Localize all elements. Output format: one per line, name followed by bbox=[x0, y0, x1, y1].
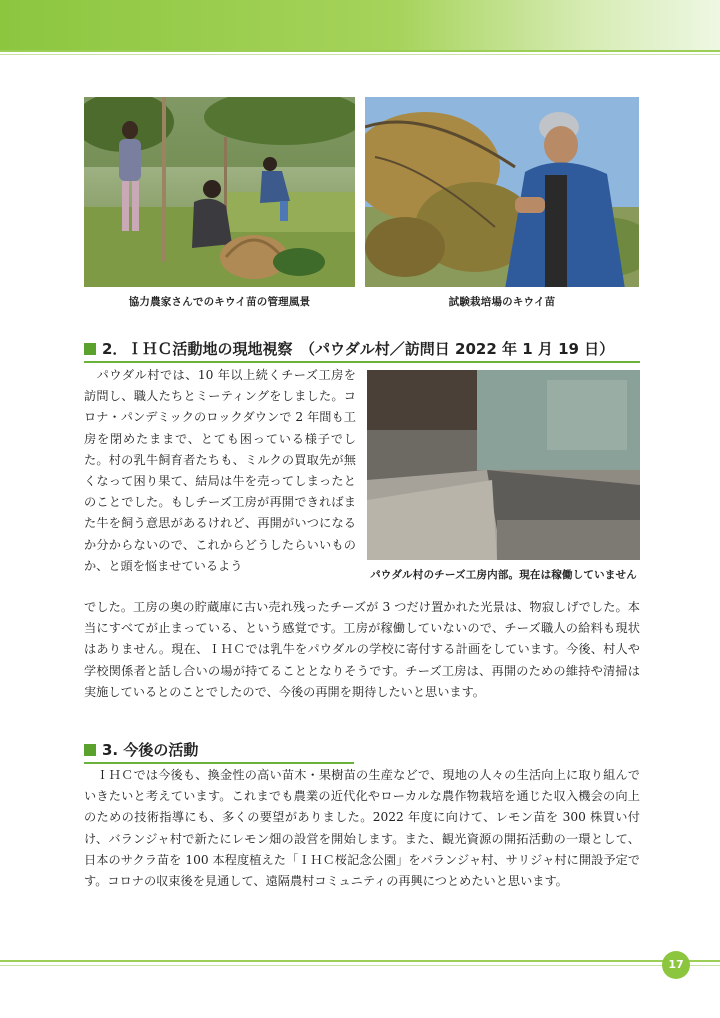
section2-wrap-paragraph: パウダル村では、10 年以上続くチーズ工房を訪問し、職人たちとミーティングをしました。コロナ・パンデミックのロックダウンで 2 年間も工房を閉めたままで、とても困っている様子でした。村の乳牛飼育者たちも、ミルクの買取先が無くなって困り果て、結局は牛を売ってしまったとのことでした。もしチーズ工房が再開できればまた牛を飼う意思があるけれど、再開がいつになるか分からないので、これからどうしたらいいものか、と頭を悩ませているよう bbox=[84, 368, 356, 573]
photo-cheese-workshop bbox=[367, 370, 640, 560]
section2-heading bbox=[84, 338, 614, 360]
photo-test-site bbox=[365, 97, 639, 287]
photo-farm-management bbox=[84, 97, 355, 287]
caption-farm-management: 協力農家さんでのキウイ苗の管理風景 bbox=[128, 296, 311, 308]
section3-heading bbox=[84, 739, 198, 761]
footer-rule bbox=[0, 960, 720, 962]
footer-rule-thin bbox=[0, 965, 720, 966]
page-number: 17 bbox=[662, 951, 690, 979]
header-band bbox=[0, 0, 720, 50]
section2-heading-text: 2．ＩＨＣ活動地の現地視察 （パウダル村／訪問日 2022 年 1 月 19 日） bbox=[102, 340, 615, 358]
section3-heading-text: 3. 今後の活動 bbox=[102, 741, 199, 759]
header-rule bbox=[0, 50, 720, 52]
section2-heading-rule bbox=[84, 361, 640, 363]
section2-full-paragraph: でした。工房の奥の貯蔵庫に古い売れ残ったチーズが 3 つだけ置かれた光景は、物寂しげでした。本当にすべてが止まっている、という感覚です。工房が稼働していないので、チーズ職人の給料も現状はありません。現在、ＩＨＣでは乳牛をパウダルの学校に寄付する計画をしています。今後、村人や学校関係者と話し合いの場が持てることとなりそうです。チーズ工房は、再開のための維持や清掃は実施しているとのことでしたので、今後の再開を期待したいと思います。 bbox=[84, 600, 640, 699]
caption-test-site: 試験栽培場のキウイ苗 bbox=[448, 296, 556, 308]
caption-cheese-workshop: パウダル村のチーズ工房内部。現在は稼働していません bbox=[370, 569, 637, 581]
section3-paragraph: ＩＨＣでは今後も、換金性の高い苗木・果樹苗の生産などで、現地の人々の生活向上に取り組んでいきたいと考えています。これまでも農業の近代化やローカルな農作物栽培を通じた収入機会の向上のための技術指導にも、多くの要望がありました。2022 年度に向けて、レモン苗を 300 株買い付け、バランジャ村で新たにレモン畑の設営を開始します。また、観光資源の開拓活動の一環として、日本のサクラ苗を 100 本程度植えた「ＩＨＣ桜記念公園」をバランジャ村、サリジャ村に開設予定です。コロナの収束後を見通して、遠隔農村コミュニティの再興につとめたいと思います。 bbox=[84, 768, 640, 889]
heading-square-icon bbox=[84, 343, 96, 355]
heading-square-icon bbox=[84, 744, 96, 756]
header-rule-thin bbox=[0, 54, 720, 55]
section3-heading-rule bbox=[84, 762, 354, 764]
